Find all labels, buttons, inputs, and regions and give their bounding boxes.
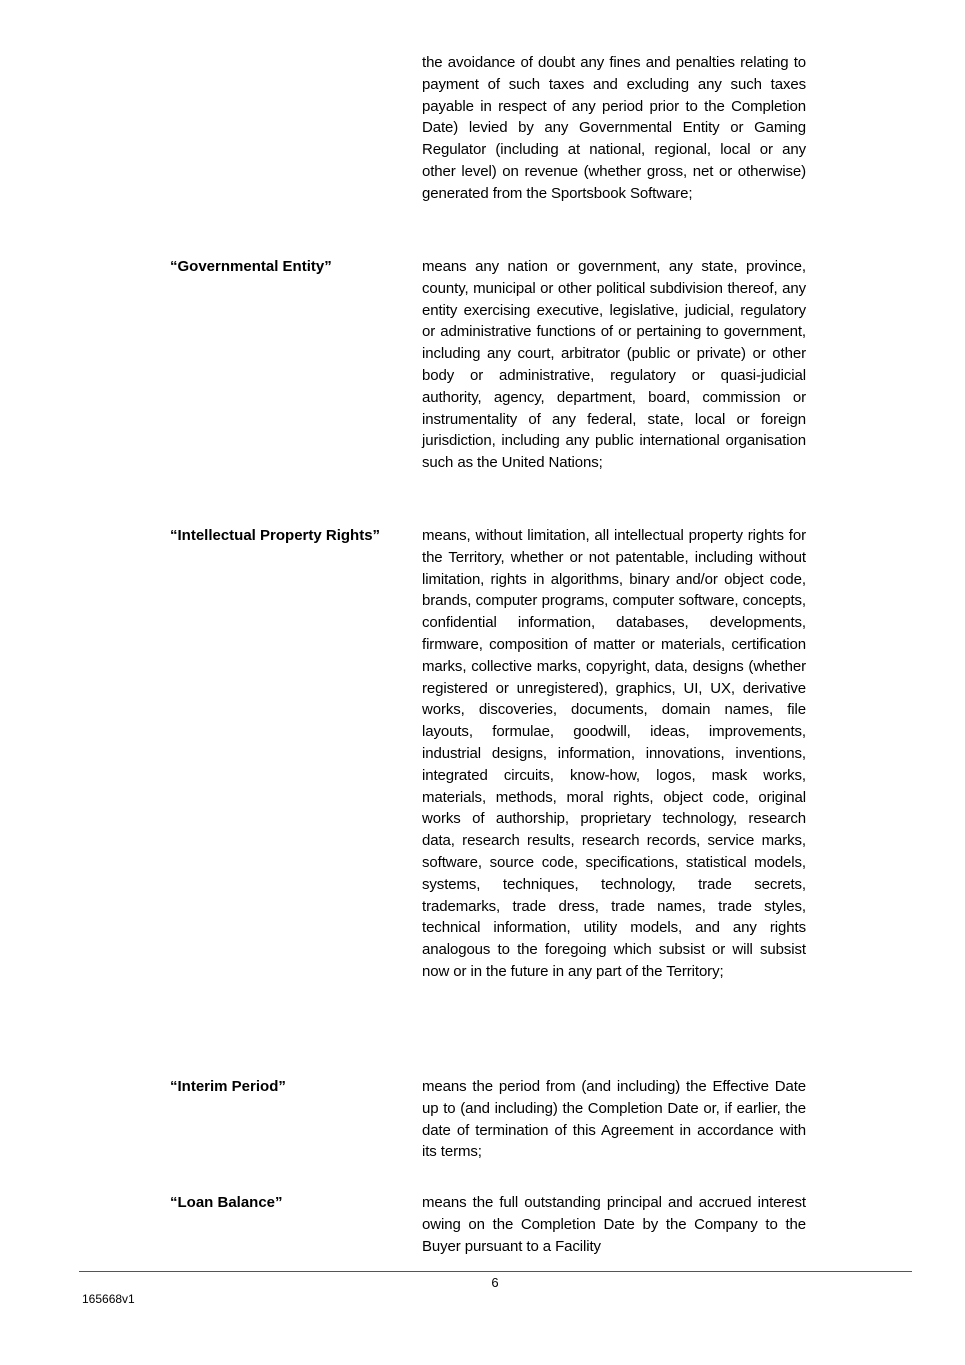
definition-term-governmental-entity: “Governmental Entity” xyxy=(170,258,332,275)
definition-text-intellectual-property-rights: means, without limitation, all intellectual property rights for the Territory, whether or not patentable, including without limitation, rights in algorithms, binary and/or object code, brands, computer programs, computer software, concepts, confidential information, databases, developments, firmware, composition of matter or materials, certification marks, collective marks, copyright, data, designs (whether registered or unregistered), graphics, UI, UX, derivative works, discoveries, documents, domain names, file layouts, formulae, goodwill, ideas, improvements, industrial designs, information, innovations, inventions, integrated circuits, know-how, logos, mask works, materials, methods, moral rights, object code, original works of authorship, proprietary technology, research data, research results, research records, service marks, software, source code, specifications, statistical models, systems, techniques, technology, trade secrets, trademarks, trade dress, trade names, trade styles, technical information, utility models, and any rights analogous to the foregoing which subsist or will subsist now or in the future in any part of the Territory; xyxy=(422,527,806,980)
definition-term-intellectual-property-rights: “Intellectual Property Rights” xyxy=(170,527,381,544)
page-number: 6 xyxy=(491,1275,499,1290)
definition-text-interim-period: means the period from (and including) the Effective Date up to (and including) the Completion Date or, if earlier, the date of termination of this Agreement in accordance with its terms; xyxy=(422,1078,806,1161)
definition-text-loan-balance: means the full outstanding principal and accrued interest owing on the Completion Date by the Company to the Buyer pursuant to a Facility xyxy=(422,1194,806,1255)
definition-text-governmental-entity: means any nation or government, any state, province, county, municipal or other political subdivision thereof, any entity exercising executive, legislative, judicial, regulatory or administrative functions of or pertaining to government, including any court, arbitrator (public or private) or other body or administrative, regulatory or quasi-judicial authority, agency, department, board, commission or instrumentality of any federal, state, local or foreign jurisdiction, including any public international organisation such as the United Nations; xyxy=(422,258,806,472)
definition-term-loan-balance: “Loan Balance” xyxy=(170,1194,283,1211)
definition-text-tax-continued: the avoidance of doubt any fines and penalties relating to payment of such taxes and excluding any such taxes payable in respect of any period prior to the Completion Date) levied by any Governmental Entity or Gaming Regulator (including at national, regional, local or any other level) on revenue (whether gross, net or otherwise) generated from the Sportsbook Software; xyxy=(422,54,806,202)
definition-term-interim-period: “Interim Period” xyxy=(170,1078,286,1095)
footer-divider xyxy=(79,1271,912,1272)
document-reference: 165668v1 xyxy=(82,1292,135,1306)
